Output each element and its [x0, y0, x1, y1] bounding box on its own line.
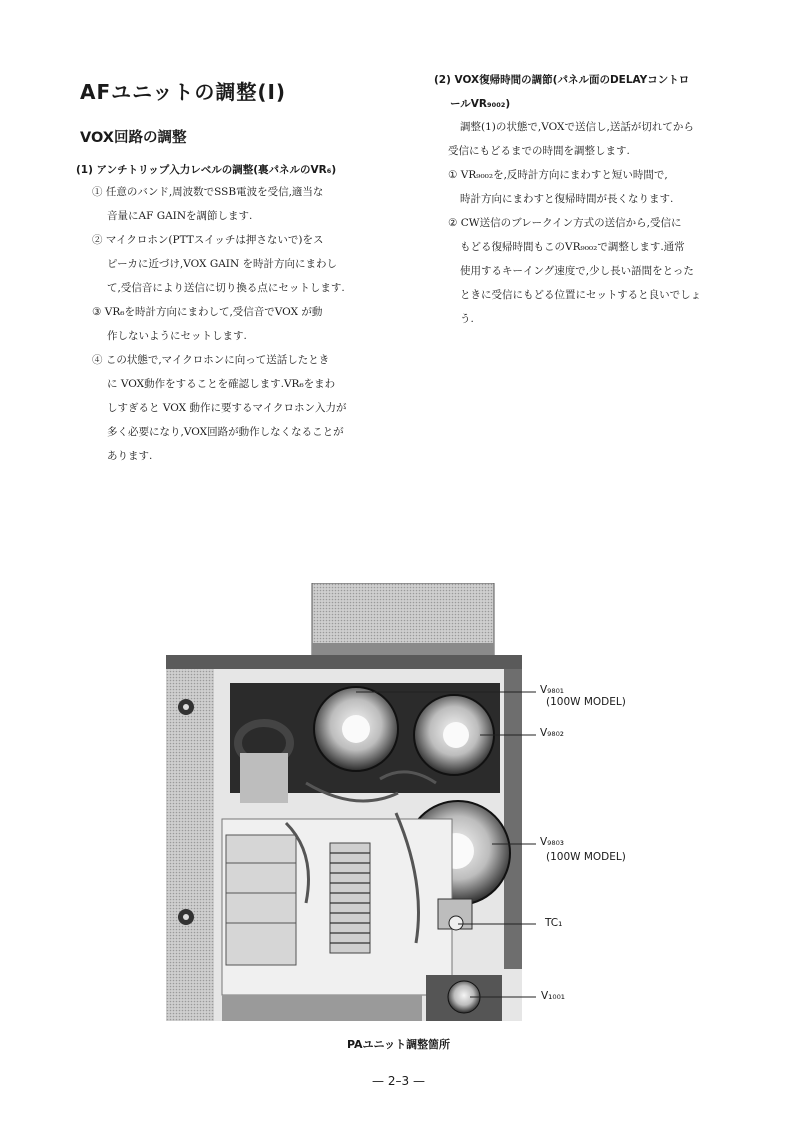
body-line: て,受信音により送信に切り換る点にセットします.	[107, 282, 345, 294]
callout-v1001: V₁₀₀₁	[541, 990, 566, 1002]
body-line: あります.	[107, 450, 153, 462]
body-line: 時計方向にまわすと復帰時間が長くなります.	[460, 193, 674, 205]
callout-v9803: V₉₈₀₃	[540, 836, 565, 848]
callout-tc1: TC₁	[545, 917, 563, 929]
page-title: AFユニットの調整(Ⅰ)	[80, 80, 287, 104]
body-line: ときに受信にもどる位置にセットすると良いでしょ	[460, 289, 702, 301]
heading-antitrip: (1) アンチトリップ入力レベルの調整(裏パネルのVR₆)	[76, 164, 337, 176]
body-line: ④ この状態で,マイクロホンに向って送話したとき	[92, 354, 330, 366]
heading-vox-delay-cont: ールVR₉₀₀₂)	[450, 98, 511, 110]
body-line: ① 任意のバンド,周波数でSSB電波を受信,適当な	[92, 186, 324, 198]
heading-vox-delay: (2) VOX復帰時間の調節(パネル面のDELAYコントロ	[434, 74, 690, 86]
figure-caption: PAユニット調整箇所	[346, 1038, 451, 1051]
body-line: 音量にAF GAINを調節します.	[107, 210, 253, 222]
body-line: ③ VR₆を時計方向にまわして,受信音でVOX が動	[92, 306, 323, 318]
body-line: 調整(1)の状態で,VOXで送信し,送話が切れてから	[460, 121, 694, 133]
body-line: 受信にもどるまでの時間を調整します.	[448, 145, 630, 157]
callout-v9801: V₉₈₀₁	[540, 684, 565, 696]
body-line: ② マイクロホン(PTTスイッチは押さないで)をス	[92, 234, 324, 246]
body-line: しすぎると VOX 動作に要するマイクロホン入力が	[107, 402, 347, 414]
body-line: ① VR₉₀₀₂を,反時計方向にまわすと短い時間で,	[448, 169, 668, 181]
body-line: に VOX動作をすることを確認します.VR₆をまわ	[107, 378, 336, 390]
body-line: もどる復帰時間もこのVR₉₀₀₂で調整します.通常	[460, 241, 685, 253]
callout-v9801-note: (100W MODEL)	[546, 696, 626, 708]
body-line: ピーカに近づけ,VOX GAIN を時計方向にまわし	[107, 258, 337, 270]
body-line: う.	[460, 313, 474, 325]
body-line: 使用するキーイング速度で,少し長い語間をとった	[460, 265, 694, 277]
page-number: — 2–3 —	[372, 1074, 425, 1088]
section-title: VOX回路の調整	[80, 130, 187, 146]
body-line: ② CW送信のブレークイン方式の送信から,受信に	[448, 217, 682, 229]
body-line: 多く必要になり,VOX回路が動作しなくなることが	[107, 426, 344, 438]
body-line: 作しないようにセットします.	[107, 330, 247, 342]
callout-v9802: V₉₈₀₂	[540, 727, 565, 739]
callout-v9803-note: (100W MODEL)	[546, 851, 626, 863]
